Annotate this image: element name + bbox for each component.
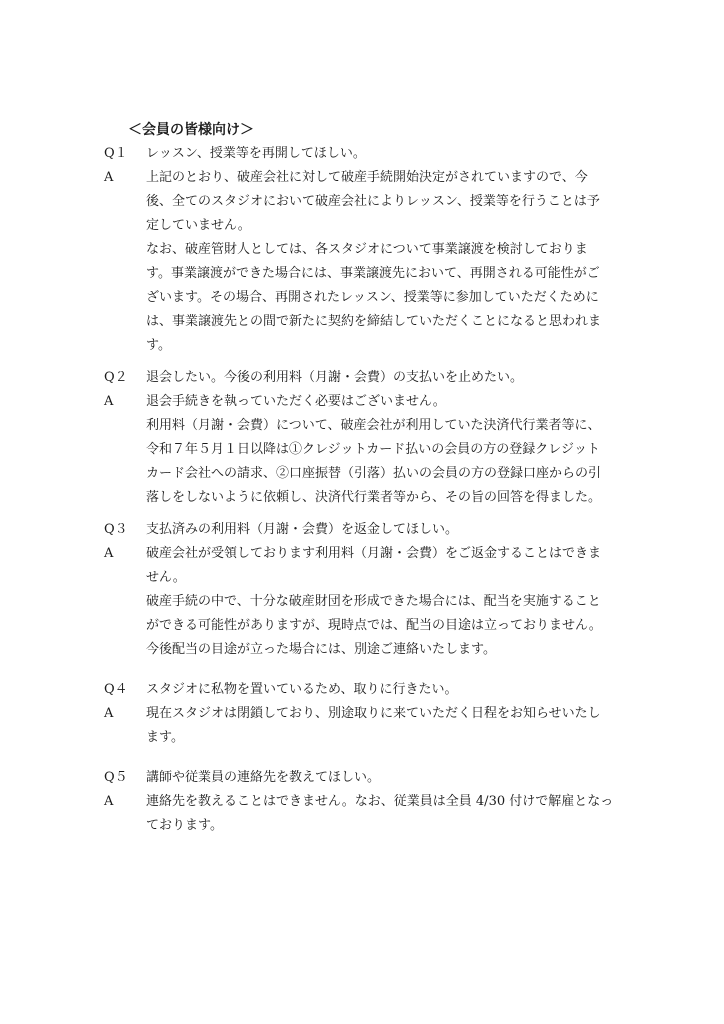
answer-text-line: 令和７年５月１日以降は①クレジットカード払いの会員の方の登録クレジット xyxy=(146,442,600,457)
answer-row xyxy=(104,438,624,462)
answer-row xyxy=(104,638,624,662)
answer-row xyxy=(104,542,624,566)
answer-row xyxy=(104,590,624,614)
answer-text-line: ざいます。その場合、再開されたレッスン、授業等に参加していただくために xyxy=(146,290,599,305)
answer-label: A xyxy=(104,546,114,561)
answer-text-line: す。事業譲渡ができた場合には、事業譲渡先において、再開される可能性がご xyxy=(146,266,600,281)
answer-text-line: は、事業譲渡先との間で新たに契約を締結していただくことになると思われま xyxy=(146,314,602,329)
answer-label: A xyxy=(104,394,114,409)
answer-text-line: 今後配当の目途が立った場合には、別途ご連絡いたします。 xyxy=(146,642,496,657)
answer-label: A xyxy=(104,170,114,185)
answer-row xyxy=(104,726,624,750)
question-row xyxy=(104,678,624,702)
answer-text-line: なお、破産管財人としては、各スタジオについて事業譲渡を検討しておりま xyxy=(146,242,588,257)
answer-row xyxy=(104,566,624,590)
answer-row xyxy=(104,814,624,838)
answer-text-line: 定していません。 xyxy=(146,218,251,233)
answer-row xyxy=(104,190,624,214)
answer-text-line: 退会手続きを執っていただく必要はございません。 xyxy=(146,394,446,409)
answer-text-line: す。 xyxy=(146,338,171,353)
question-row xyxy=(104,766,624,790)
question-row xyxy=(104,142,624,166)
question-label: Q２ xyxy=(104,370,128,385)
answer-row xyxy=(104,238,624,262)
answer-row xyxy=(104,262,624,286)
answer-text-line: カード会社への請求、②口座振替（引落）払いの会員の方の登録口座からの引 xyxy=(146,466,602,481)
qa-block xyxy=(104,518,624,662)
answer-text-line: 破産手続の中で、十分な破産財団を形成できた場合には、配当を実施すること xyxy=(146,594,601,609)
answer-row xyxy=(104,214,624,238)
answer-text-line: 連絡先を教えることはできません。なお、従業員は全員 4/30 付けで解雇となっ xyxy=(146,794,614,809)
question-text: 講師や従業員の連絡先を教えてほしい。 xyxy=(146,770,381,785)
answer-row xyxy=(104,390,624,414)
answer-row xyxy=(104,462,624,486)
answer-text-line: 後、全てのスタジオにおいて破産会社によりレッスン、授業等を行うことは予 xyxy=(146,194,600,209)
answer-row xyxy=(104,702,624,726)
qa-block xyxy=(104,366,624,510)
question-text: スタジオに私物を置いているため、取りに行きたい。 xyxy=(146,682,458,697)
answer-text-line: せん。 xyxy=(146,570,186,585)
qa-block xyxy=(104,142,624,358)
question-text: 支払済みの利用料（月謝・会費）を返金してほしい。 xyxy=(146,522,459,537)
answer-text-line: 破産会社が受領しております利用料（月謝・会費）をご返金することはできま xyxy=(146,546,602,561)
question-label: Q３ xyxy=(104,522,128,537)
answer-row xyxy=(104,310,624,334)
answer-label: A xyxy=(104,794,114,809)
question-label: Q４ xyxy=(104,682,128,697)
question-row xyxy=(104,366,624,390)
answer-row xyxy=(104,286,624,310)
answer-row xyxy=(104,790,624,814)
question-text: 退会したい。今後の利用料（月謝・会費）の支払いを止めたい。 xyxy=(146,370,524,385)
answer-label: A xyxy=(104,706,114,721)
question-label: Q５ xyxy=(104,770,128,785)
section-heading: ＜会員の皆様向け＞ xyxy=(128,122,254,138)
question-text: レッスン、授業等を再開してほしい。 xyxy=(146,146,366,161)
question-label: Q１ xyxy=(104,146,128,161)
answer-text-line: 落しをしないように依頼し、決済代行業者等から、その旨の回答を得ました。 xyxy=(146,490,602,505)
qa-block xyxy=(104,678,624,750)
answer-row xyxy=(104,486,624,510)
answer-text-line: 現在スタジオは閉鎖しており、別途取りに来ていただく日程をお知らせいたし xyxy=(146,706,601,721)
answer-text-line: ております。 xyxy=(146,818,223,833)
question-row xyxy=(104,518,624,542)
answer-text-line: 上記のとおり、破産会社に対して破産手続開始決定がされていますので、今 xyxy=(146,170,588,185)
answer-row xyxy=(104,166,624,190)
answer-text-line: 利用料（月謝・会費）について、破産会社が利用していた決済代行業者等に、 xyxy=(146,418,601,433)
answer-row xyxy=(104,614,624,638)
qa-block xyxy=(104,766,624,838)
answer-row xyxy=(104,414,624,438)
answer-text-line: ができる可能性がありますが、現時点では、配当の目途は立っておりません。 xyxy=(146,618,602,633)
answer-row xyxy=(104,334,624,358)
answer-text-line: ます。 xyxy=(146,730,184,745)
